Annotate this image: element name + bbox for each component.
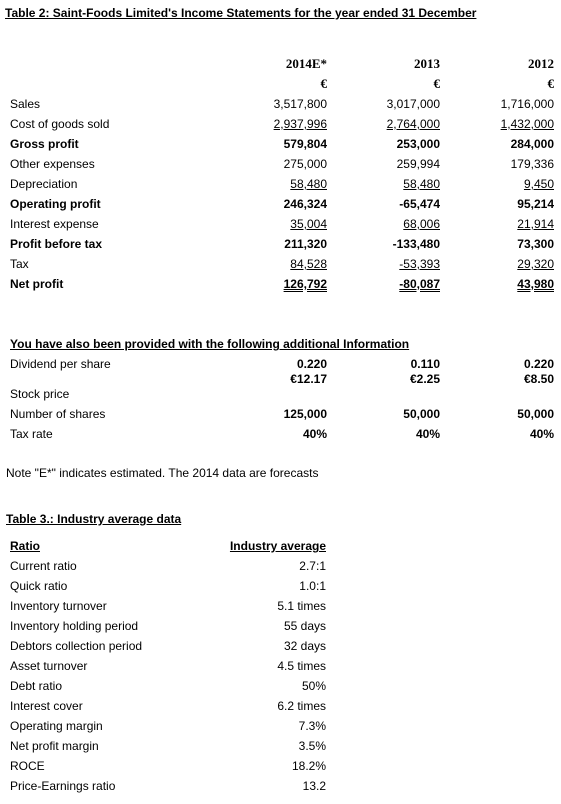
cell-tax-rate-2014: 40%	[302, 427, 327, 441]
cell-cogs-2014: 2,937,996	[273, 117, 327, 131]
row-label-cogs: Cost of goods sold	[10, 117, 110, 131]
t3-label-debtors-collection: Debtors collection period	[10, 639, 143, 653]
t3-value-net-profit-margin: 3.5%	[298, 739, 326, 753]
t3-value-asset-turnover: 4.5 times	[277, 659, 326, 673]
col-header-2012: 2012	[528, 56, 554, 71]
cell-profit-before-tax-2014: 211,320	[284, 237, 327, 251]
t3-value-current-ratio: 2.7:1	[299, 559, 326, 573]
t3-value-pe-ratio: 13.2	[302, 779, 326, 793]
cell-shares-2012: 50,000	[517, 407, 554, 421]
cell-tax-rate-2012: 40%	[529, 427, 554, 441]
t3-label-net-profit-margin: Net profit margin	[10, 739, 99, 753]
col-currency-2014: €	[320, 76, 327, 91]
row-label-gross-profit: Gross profit	[10, 137, 79, 151]
cell-other-expenses-2012: 179,336	[510, 157, 554, 171]
t3-value-inventory-holding: 55 days	[283, 619, 326, 633]
cell-dividend-2014: 0.220	[296, 357, 327, 371]
cell-profit-before-tax-2013: -133,480	[392, 237, 440, 251]
cell-net-profit-2014: 126,792	[283, 277, 327, 291]
cell-cogs-2013: 2,764,000	[386, 117, 440, 131]
row-label-number-of-shares: Number of shares	[10, 407, 106, 421]
cell-gross-profit-2014: 579,804	[283, 137, 327, 151]
table3-title: Table 3.: Industry average data	[6, 512, 182, 526]
t3-value-debtors-collection: 32 days	[283, 639, 326, 653]
cell-depreciation-2014: 58,480	[290, 177, 327, 191]
cell-profit-before-tax-2012: 73,300	[517, 237, 554, 251]
cell-stock-price-2013: €2.25	[409, 372, 440, 386]
t3-label-debt-ratio: Debt ratio	[10, 679, 63, 693]
t3-label-operating-margin: Operating margin	[10, 719, 103, 733]
row-label-depreciation: Depreciation	[10, 177, 78, 191]
cell-depreciation-2012: 9,450	[523, 177, 554, 191]
cell-net-profit-2012: 43,980	[517, 277, 554, 291]
estimate-note: Note "E*" indicates estimated. The 2014 data are forecasts	[6, 466, 319, 480]
cell-sales-2012: 1,716,000	[500, 97, 554, 111]
t3-label-pe-ratio: Price-Earnings ratio	[10, 779, 116, 793]
row-label-net-profit: Net profit	[10, 277, 64, 291]
cell-interest-expense-2012: 21,914	[517, 217, 554, 231]
cell-interest-expense-2014: 35,004	[290, 217, 327, 231]
cell-interest-expense-2013: 68,006	[403, 217, 440, 231]
cell-shares-2013: 50,000	[403, 407, 440, 421]
cell-tax-2012: 29,320	[517, 257, 554, 271]
cell-other-expenses-2014: 275,000	[283, 157, 327, 171]
cell-net-profit-2013: -80,087	[399, 277, 440, 291]
cell-dividend-2013: 0.110	[410, 357, 440, 371]
t3-label-asset-turnover: Asset turnover	[10, 659, 88, 673]
col-header-2014: 2014E*	[285, 56, 327, 71]
table3-header-industry-average: Industry average	[229, 539, 326, 553]
row-label-operating-profit: Operating profit	[10, 197, 101, 211]
row-label-dividend-per-share: Dividend per share	[10, 357, 111, 371]
cell-shares-2014: 125,000	[283, 407, 327, 421]
cell-stock-price-2014: €12.17	[290, 372, 327, 386]
table2-title: Table 2: Saint-Foods Limited's Income Statements for the year ended 31 December	[5, 6, 477, 20]
cell-gross-profit-2012: 284,000	[510, 137, 554, 151]
cell-tax-2013: -53,393	[399, 257, 440, 271]
col-header-2013: 2013	[414, 56, 440, 71]
t3-label-quick-ratio: Quick ratio	[10, 579, 68, 593]
t3-label-roce: ROCE	[10, 759, 45, 773]
t3-value-debt-ratio: 50%	[301, 679, 326, 693]
t3-value-inventory-turnover: 5.1 times	[277, 599, 326, 613]
table3-header-ratio: Ratio	[10, 539, 40, 553]
cell-sales-2013: 3,017,000	[386, 97, 440, 111]
cell-operating-profit-2013: -65,474	[399, 197, 440, 211]
row-label-other-expenses: Other expenses	[10, 157, 95, 171]
cell-tax-2014: 84,528	[290, 257, 327, 271]
col-currency-2012: €	[547, 76, 554, 91]
t3-label-inventory-holding: Inventory holding period	[10, 619, 139, 633]
cell-sales-2014: 3,517,800	[273, 97, 327, 111]
cell-stock-price-2012: €8.50	[523, 372, 554, 386]
cell-operating-profit-2014: 246,324	[283, 197, 327, 211]
t3-value-interest-cover: 6.2 times	[277, 699, 326, 713]
row-label-profit-before-tax: Profit before tax	[10, 237, 103, 251]
t3-value-roce: 18.2%	[291, 759, 326, 773]
cell-other-expenses-2013: 259,994	[396, 157, 440, 171]
t3-value-quick-ratio: 1.0:1	[299, 579, 326, 593]
col-currency-2013: €	[433, 76, 440, 91]
t3-value-operating-margin: 7.3%	[298, 719, 326, 733]
cell-gross-profit-2013: 253,000	[396, 137, 440, 151]
row-label-stock-price: Stock price	[10, 387, 70, 401]
cell-operating-profit-2012: 95,214	[517, 197, 554, 211]
t3-label-inventory-turnover: Inventory turnover	[10, 599, 107, 613]
row-label-interest-expense: Interest expense	[10, 217, 99, 231]
row-label-sales: Sales	[10, 97, 41, 111]
additional-info-title: You have also been provided with the following additional Information	[10, 337, 410, 351]
row-label-tax-rate: Tax rate	[10, 427, 53, 441]
cell-cogs-2012: 1,432,000	[500, 117, 554, 131]
cell-depreciation-2013: 58,480	[403, 177, 440, 191]
cell-tax-rate-2013: 40%	[415, 427, 440, 441]
t3-label-current-ratio: Current ratio	[10, 559, 77, 573]
row-label-tax: Tax	[10, 257, 29, 271]
t3-label-interest-cover: Interest cover	[10, 699, 83, 713]
cell-dividend-2012: 0.220	[523, 357, 554, 371]
